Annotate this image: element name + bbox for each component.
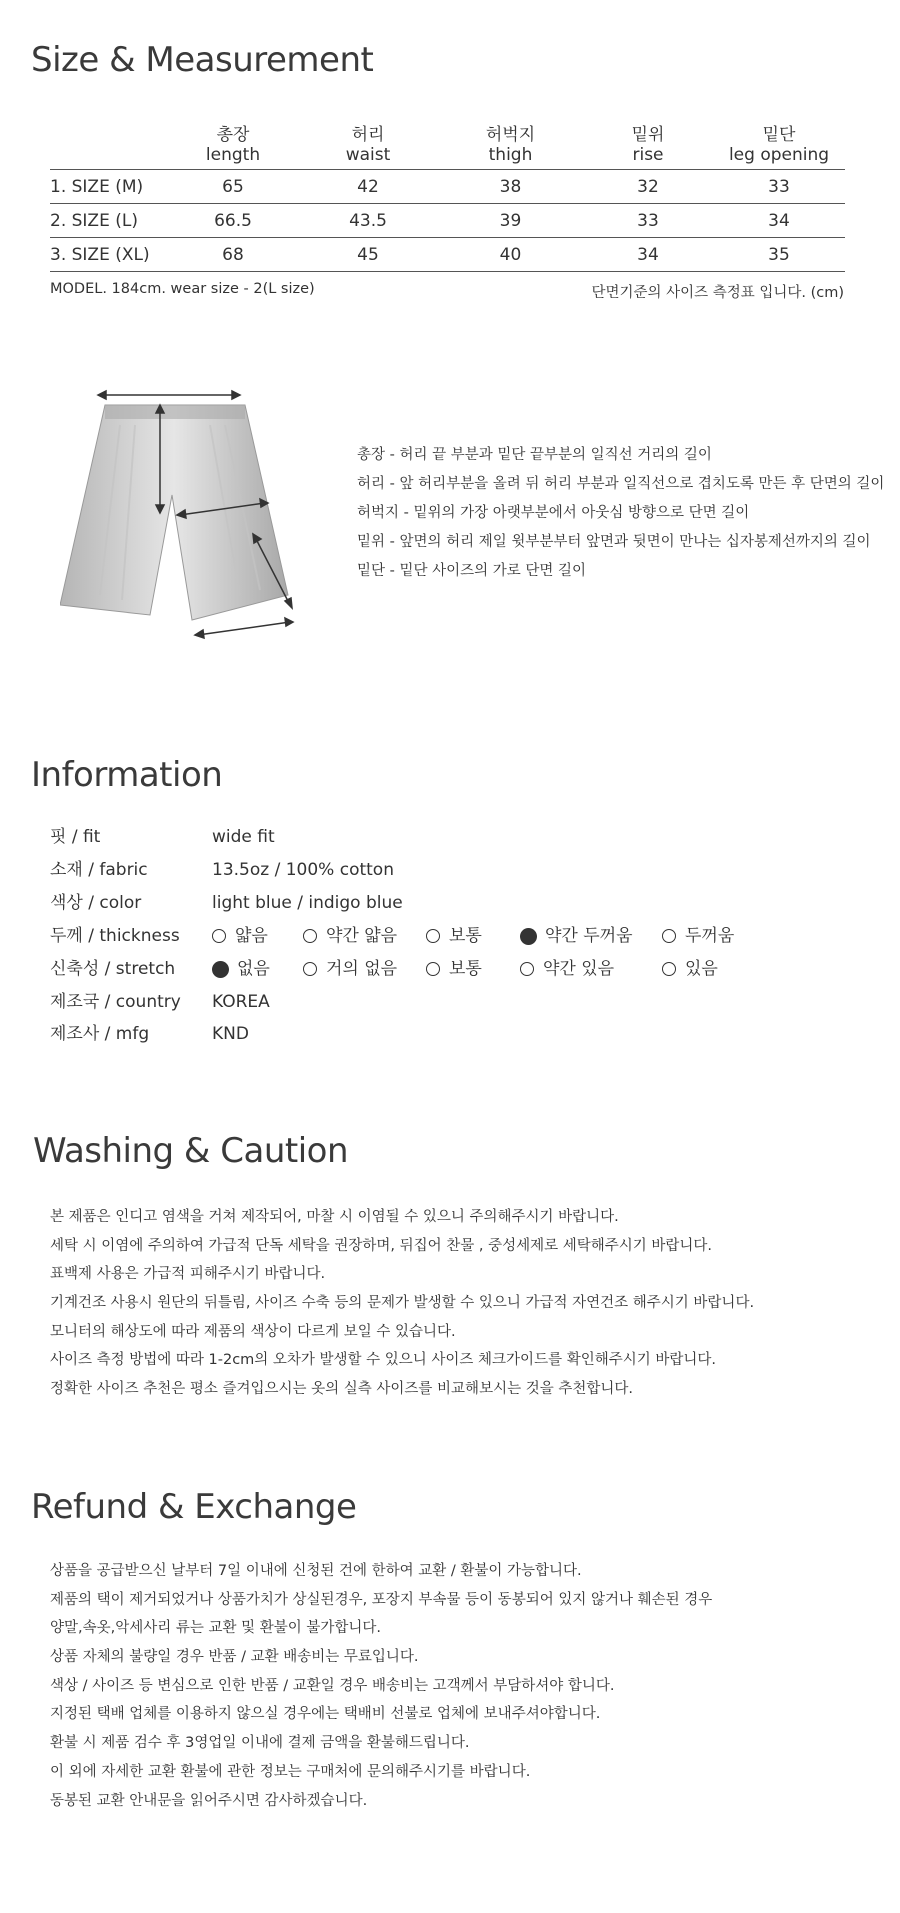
- table-cell: 39: [438, 204, 583, 238]
- refund-line: 상품을 공급받으신 날부터 7일 이내에 신청된 건에 한하여 교환 / 환불이 가능합니다.: [50, 1563, 582, 1579]
- washing-line: 기계건조 사용시 원단의 뒤틀림, 사이즈 수축 등의 문제가 발생할 수 있으니 가급적 자연건조 해주시기 바랍니다.: [50, 1295, 755, 1312]
- col-leg-opening-en: leg opening: [728, 145, 830, 165]
- radio-empty-icon: [212, 929, 226, 943]
- guide-rise: 밑위 - 앞면의 허리 제일 윗부분부터 앞면과 뒷면이 만나는 십자봉제선까지의 길이: [357, 534, 871, 550]
- stretch-option: [662, 958, 718, 980]
- radio-empty-icon: [426, 929, 440, 943]
- stretch-option: [520, 958, 614, 980]
- table-cell: 34: [713, 204, 845, 238]
- col-length-en: length: [205, 145, 261, 165]
- header-empty: [50, 123, 168, 170]
- info-label: 신축성 / stretch: [50, 959, 176, 979]
- table-cell: 68: [168, 238, 298, 272]
- row-label: 2. SIZE (L): [50, 204, 168, 238]
- col-thigh-ko: 허벅지: [485, 125, 536, 145]
- col-leg-opening: [713, 123, 845, 170]
- refund-line: 이 외에 자세한 교환 환불에 관한 정보는 구매처에 문의해주시기를 바랍니다.: [50, 1763, 531, 1780]
- unit-note: 단면기준의 사이즈 측정표 입니다. (cm): [591, 285, 844, 301]
- info-value: 13.5oz / 100% cotton: [212, 860, 394, 880]
- table-cell: 43.5: [298, 204, 438, 238]
- radio-filled-icon: [212, 961, 229, 978]
- col-leg-opening-ko: 밑단: [762, 125, 796, 145]
- radio-empty-icon: [303, 929, 317, 943]
- radio-filled-icon: [520, 928, 537, 945]
- col-rise: [583, 123, 713, 170]
- washing-line: 본 제품은 인디고 염색을 거쳐 제작되어, 마찰 시 이염될 수 있으니 주의해주시기 바랍니다.: [50, 1209, 619, 1225]
- thickness-option: [662, 925, 734, 947]
- radio-empty-icon: [520, 962, 534, 976]
- option-label: 없음: [237, 959, 270, 979]
- washing-text: [50, 1203, 754, 1404]
- table-cell: 33: [713, 170, 845, 204]
- col-waist-ko: 허리: [351, 125, 385, 145]
- stretch-option: [426, 958, 482, 980]
- option-label: 두꺼움: [685, 926, 735, 946]
- option-label: 거의 없음: [326, 959, 398, 979]
- washing-title: Washing & Caution: [33, 1131, 348, 1171]
- radio-empty-icon: [662, 962, 676, 976]
- info-label: 두께 / thickness: [50, 926, 180, 946]
- table-cell: 33: [583, 204, 713, 238]
- waistband-shape: [105, 405, 245, 419]
- info-label: 색상 / color: [50, 893, 142, 913]
- stretch-option: [303, 958, 397, 980]
- info-value: light blue / indigo blue: [212, 893, 403, 913]
- row-label: 1. SIZE (M): [50, 170, 168, 204]
- col-length: [168, 123, 298, 170]
- washing-line: 사이즈 측정 방법에 따라 1-2cm의 오차가 발생할 수 있으니 사이즈 체크가이드를 확인해주시기 바랍니다.: [50, 1352, 716, 1369]
- col-thigh: [438, 123, 583, 170]
- model-note: MODEL. 184cm. wear size - 2(L size): [50, 281, 315, 297]
- refund-title: Refund & Exchange: [31, 1487, 357, 1527]
- size-title: Size & Measurement: [31, 40, 374, 80]
- stretch-option-selected: [212, 958, 270, 980]
- col-waist: [298, 123, 438, 170]
- guide-leg-opening: 밑단 - 밑단 사이즈의 가로 단면 길이: [357, 563, 586, 579]
- guide-length: 총장 - 허리 끝 부분과 밑단 끝부분의 일직선 거리의 길이: [357, 447, 712, 463]
- size-table: [50, 123, 845, 272]
- table-cell: 40: [438, 238, 583, 272]
- row-label: 3. SIZE (XL): [50, 238, 168, 272]
- option-label: 약간 두꺼움: [545, 926, 633, 946]
- washing-line: 세탁 시 이염에 주의하여 가급적 단독 세탁을 권장하며, 뒤집어 찬물 , 중성세제로 세탁해주시기 바랍니다.: [50, 1237, 713, 1254]
- table-cell: 32: [583, 170, 713, 204]
- shorts-measurement-illustration: [60, 385, 315, 655]
- refund-text: [50, 1557, 712, 1815]
- table-cell: 66.5: [168, 204, 298, 238]
- info-title: Information: [31, 755, 223, 795]
- col-rise-en: rise: [632, 145, 664, 165]
- radio-empty-icon: [662, 929, 676, 943]
- refund-line: 양말,속옷,악세사리 류는 교환 및 환불이 불가합니다.: [50, 1620, 382, 1637]
- size-table-header: [50, 123, 845, 170]
- refund-line: 상품 자체의 불량일 경우 반품 / 교환 배송비는 무료입니다.: [50, 1649, 419, 1666]
- info-row-thickness: [50, 925, 810, 947]
- table-cell: 65: [168, 170, 298, 204]
- refund-line: 색상 / 사이즈 등 변심으로 인한 반품 / 교환일 경우 배송비는 고객께서 부담하셔야 합니다.: [50, 1677, 615, 1694]
- col-rise-ko: 밑위: [631, 125, 665, 145]
- option-label: 약간 있음: [543, 959, 615, 979]
- guide-thigh: 허벅지 - 밑위의 가장 아랫부분에서 아웃심 방향으로 단면 길이: [357, 505, 750, 521]
- table-row: [50, 238, 845, 272]
- table-cell: 45: [298, 238, 438, 272]
- col-thigh-en: thigh: [488, 145, 533, 165]
- option-label: 있음: [685, 959, 718, 979]
- table-cell: 35: [713, 238, 845, 272]
- info-label: 핏 / fit: [50, 827, 101, 847]
- table-cell: 38: [438, 170, 583, 204]
- col-waist-en: waist: [345, 145, 391, 165]
- info-value: KND: [212, 1024, 249, 1044]
- option-label: 보통: [449, 926, 482, 946]
- thickness-option: [303, 925, 397, 947]
- thickness-option: [426, 925, 482, 947]
- washing-line: 정확한 사이즈 추천은 평소 즐겨입으시는 옷의 실측 사이즈를 비교해보시는 것을 추천합니다.: [50, 1381, 633, 1398]
- thickness-option-selected: [520, 925, 633, 947]
- info-label: 제조사 / mfg: [50, 1024, 150, 1044]
- refund-line: 제품의 택이 제거되었거나 상품가치가 상실된경우, 포장지 부속물 등이 동봉되어 있지 않거나 훼손된 경우: [50, 1591, 713, 1608]
- info-value: wide fit: [212, 827, 275, 847]
- washing-line: 표백제 사용은 가급적 피해주시기 바랍니다.: [50, 1266, 326, 1283]
- refund-line: 동봉된 교환 안내문을 읽어주시면 감사하겠습니다.: [50, 1792, 368, 1809]
- info-label: 소재 / fabric: [50, 860, 148, 880]
- table-cell: 42: [298, 170, 438, 204]
- table-row: [50, 170, 845, 204]
- shorts-shape: [60, 405, 288, 620]
- radio-empty-icon: [303, 962, 317, 976]
- radio-empty-icon: [426, 962, 440, 976]
- washing-line: 모니터의 해상도에 따라 제품의 색상이 다르게 보일 수 있습니다.: [50, 1323, 456, 1340]
- table-cell: 34: [583, 238, 713, 272]
- info-label: 제조국 / country: [50, 992, 181, 1012]
- refund-line: 환불 시 제품 검수 후 3영업일 이내에 결제 금액을 환불해드립니다.: [50, 1735, 470, 1752]
- info-row-stretch: [50, 958, 810, 980]
- table-row: [50, 204, 845, 238]
- option-label: 약간 얇음: [326, 926, 398, 946]
- info-value: KOREA: [212, 992, 270, 1012]
- thickness-option: [212, 925, 268, 947]
- guide-waist: 허리 - 앞 허리부분을 올려 뒤 허리 부분과 일직선으로 겹치도록 만든 후 단면의 길이: [357, 476, 885, 492]
- option-label: 보통: [449, 959, 482, 979]
- option-label: 얇음: [235, 926, 268, 946]
- measurement-guide: [357, 441, 884, 586]
- col-length-ko: 총장: [216, 125, 250, 145]
- refund-line: 지정된 택배 업체를 이용하지 않으실 경우에는 택배비 선불로 업체에 보내주셔야합니다.: [50, 1706, 601, 1723]
